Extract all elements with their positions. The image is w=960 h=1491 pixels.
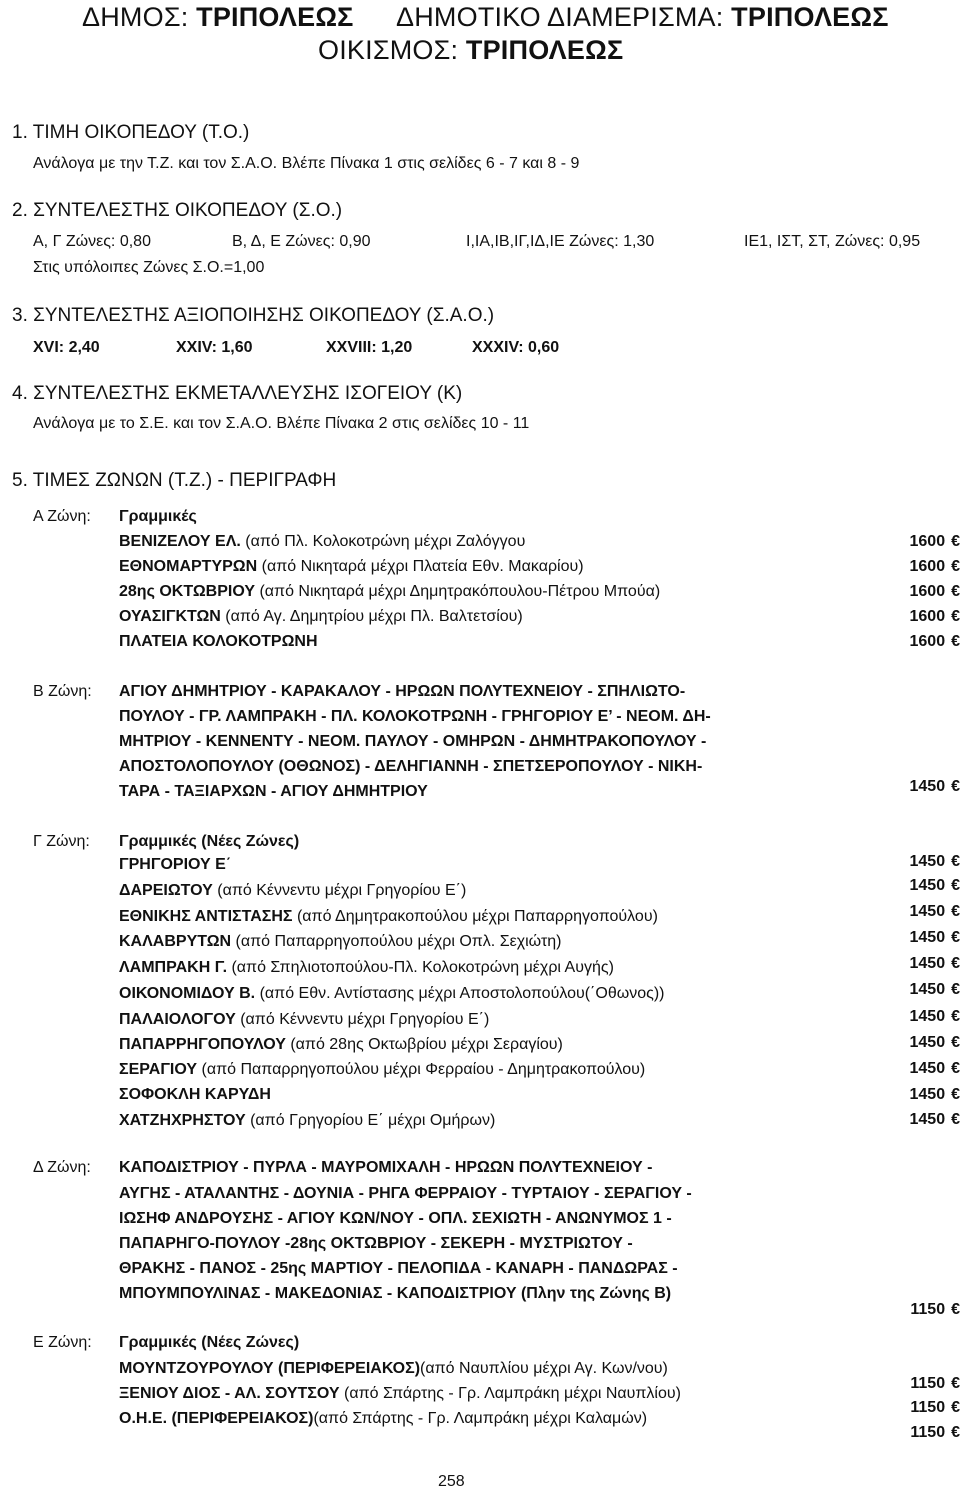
zone-d-price: 1150 € <box>910 1301 960 1318</box>
section-2-title: 2. ΣΥΝΤΕΛΕΣΤΗΣ ΟΙΚΟΠΕΔΟΥ (Σ.Ο.) <box>12 200 343 221</box>
price-value: 1600 <box>909 633 946 650</box>
euro-icon: € <box>951 929 960 946</box>
zone-e-price: 1150 € <box>910 1424 960 1441</box>
zone-e-price: 1150 € <box>910 1375 960 1392</box>
euro-icon: € <box>951 1399 960 1416</box>
section-4-title: 4. ΣΥΝΤΕΛΕΣΤΗΣ ΕΚΜΕΤΑΛΛΕΥΣΗΣ ΙΣΟΓΕΙΟΥ (Κ) <box>12 383 463 404</box>
section-5-title: 5. ΤΙΜΕΣ ΖΩΝΩΝ (Τ.Ζ.) - ΠΕΡΙΓΡΑΦΗ <box>12 470 337 491</box>
diamerisma-label: ΔΗΜΟΤΙΚΟ ΔΙΑΜΕΡΙΣΜΑ: <box>396 2 724 32</box>
price-value: 1600 <box>909 583 946 600</box>
diamerisma-value: ΤΡΙΠΟΛΕΩΣ <box>731 2 889 32</box>
header-diamerisma <box>396 2 889 33</box>
section-3-title: 3. ΣΥΝΤΕΛΕΣΤΗΣ ΑΞΙΟΠΟΙΗΣΗΣ ΟΙΚΟΠΕΔΟΥ (Σ.Α.Ο.) <box>12 305 495 326</box>
zone-row: Ο.Η.Ε. (ΠΕΡΙΦΕΡΕΙΑΚΟΣ)(από Σπάρτης - Γρ. Λαμπράκη μέχρι Καλαμών) <box>119 1410 648 1427</box>
zone-row: ΞΕΝΙΟΥ ΔΙΟΣ - ΑΛ. ΣΟΥΤΣΟΥ (από Σπάρτης - Γρ. Λαμπράκη μέχρι Ναυπλίου) <box>119 1385 681 1402</box>
section-1-text: Ανάλογα με την Τ.Ζ. και τον Σ.Α.Ο. Βλέπε Πίνακα 1 στις σελίδες 6 - 7 και 8 - 9 <box>33 155 580 172</box>
zone-d-line: ΠΑΠΑΡΗΓΟ-ΠΟΥΛΟΥ -28ης ΟΚΤΩΒΡΙΟΥ - ΣΕΚΕΡΗ - ΜΥΣΤΡΙΩΤΟΥ - <box>119 1235 633 1252</box>
euro-icon: € <box>951 558 960 575</box>
s3-value-3: XXVIII: 1,20 <box>326 339 413 356</box>
zone-d-line: ΚΑΠΟΔΙΣΤΡΙΟΥ - ΠΥΡΛΑ - ΜΑΥΡΟΜΙΧΑΛΗ - ΗΡΩΩΝ ΠΟΛΥΤΕΧΝΕΙΟΥ - <box>119 1159 653 1176</box>
price-value: 1600 <box>909 608 946 625</box>
zone-d-line: ΘΡΑΚΗΣ - ΠΑΝΟΣ - 25ης ΜΑΡΤΙΟΥ - ΠΕΛΟΠΙΔΑ - ΚΑΝΑΡΗ - ΠΑΝΔΩΡΑΣ - <box>119 1260 678 1277</box>
zone-d-label: Δ Ζώνη: <box>33 1159 91 1176</box>
dimos-value: ΤΡΙΠΟΛΕΩΣ <box>196 2 354 32</box>
section-4-text: Ανάλογα με το Σ.Ε. και τον Σ.Α.Ο. Βλέπε Πίνακα 2 στις σελίδες 10 - 11 <box>33 415 530 432</box>
euro-icon: € <box>951 1111 960 1128</box>
zone-b-line: ΜΗΤΡΙΟΥ - ΚΕΝΝΕΝΤΥ - ΝΕΟΜ. ΠΑΥΛΟΥ - ΟΜΗΡΩΝ - ΔΗΜΗΤΡΑΚΟΠΟΥΛΟΥ - <box>119 733 707 750</box>
euro-icon: € <box>951 583 960 600</box>
euro-icon: € <box>951 1060 960 1077</box>
zone-d-line: ΑΥΓΗΣ - ΑΤΑΛΑΝΤΗΣ - ΔΟΥΝΙΑ - ΡΗΓΑ ΦΕΡΡΑΙΟΥ - ΤΥΡΤΑΙΟΥ - ΣΕΡΑΓΙΟΥ - <box>119 1185 692 1202</box>
euro-icon: € <box>951 1008 960 1025</box>
s3-value-1: XVI: 2,40 <box>33 339 100 356</box>
euro-icon: € <box>951 1301 960 1318</box>
oikismos-value: ΤΡΙΠΟΛΕΩΣ <box>465 35 624 65</box>
page-number: 258 <box>438 1473 465 1490</box>
s2-rest: Στις υπόλοιπες Ζώνες Σ.Ο.=1,00 <box>33 259 265 276</box>
zone-b-line: ΠΟΥΛΟΥ - ΓΡ. ΛΑΜΠΡΑΚΗ - ΠΛ. ΚΟΛΟΚΟΤΡΩΝΗ - ΓΡΗΓΟΡΙΟΥ Ε’ - ΝΕΟΜ. ΔΗ- <box>119 708 711 725</box>
euro-icon: € <box>951 778 960 795</box>
zone-b-line: ΑΓΙΟΥ ΔΗΜΗΤΡΙΟΥ - ΚΑΡΑΚΑΛΟΥ - ΗΡΩΩΝ ΠΟΛΥΤΕΧΝΕΙΟΥ - ΣΠΗΛΙΩΤΟ- <box>119 683 686 700</box>
s2-coef-2: Β, Δ, Ε Ζώνες: 0,90 <box>232 233 371 250</box>
euro-icon: € <box>951 1086 960 1103</box>
zone-e-label: Ε Ζώνη: <box>33 1334 92 1351</box>
euro-icon: € <box>951 955 960 972</box>
euro-icon: € <box>951 903 960 920</box>
zone-e-price: 1150 € <box>910 1399 960 1416</box>
section-1-title: 1. ΤΙΜΗ ΟΙΚΟΠΕΔΟΥ (Τ.Ο.) <box>12 122 250 143</box>
euro-icon: € <box>951 1424 960 1441</box>
oikismos-label: ΟΙΚΙΣΜΟΣ: <box>318 35 459 65</box>
header-line-1 <box>82 2 354 33</box>
zone-row: ΜΟΥΝΤΖΟΥΡΟΥΛΟΥ (ΠΕΡΙΦΕΡΕΙΑΚΟΣ)(από Ναυπλίου μέχρι Αγ. Κων/νου) <box>119 1360 668 1377</box>
zone-d-line: ΜΠΟΥΜΠΟΥΛΙΝΑΣ - ΜΑΚΕΔΟΝΙΑΣ - ΚΑΠΟΔΙΣΤΡΙΟΥ (Πλην της Ζώνης Β) <box>119 1285 672 1302</box>
zone-b-line: ΑΠΟΣΤΟΛΟΠΟΥΛΟΥ (ΟΘΩΝΟΣ) - ΔΕΛΗΓΙΑΝΝΗ - ΣΠΕΤΣΕΡΟΠΟΥΛΟΥ - ΝΙΚΗ- <box>119 758 703 775</box>
zone-a-heading: Γραμμικές <box>119 508 197 525</box>
s3-value-4: XXXIV: 0,60 <box>472 339 560 356</box>
dimos-label: ΔΗΜΟΣ: <box>82 2 189 32</box>
s2-coef-3: Ι,ΙΑ,ΙΒ,ΙΓ,ΙΔ,ΙΕ Ζώνες: 1,30 <box>466 233 655 250</box>
zone-c-label: Γ Ζώνη: <box>33 833 90 850</box>
euro-icon: € <box>951 533 960 550</box>
zone-e-heading: Γραμμικές (Νέες Ζώνες) <box>119 1334 300 1351</box>
s3-value-2: XXIV: 1,60 <box>176 339 253 356</box>
header-oikismos <box>318 35 623 66</box>
zone-c-heading: Γραμμικές (Νέες Ζώνες) <box>119 833 300 850</box>
euro-icon: € <box>951 1375 960 1392</box>
price-value: 1600 <box>909 558 946 575</box>
euro-icon: € <box>951 633 960 650</box>
euro-icon: € <box>951 853 960 870</box>
euro-icon: € <box>951 608 960 625</box>
zone-b-price: 1450 € <box>909 778 960 795</box>
zone-b-label: Β Ζώνη: <box>33 683 92 700</box>
euro-icon: € <box>951 877 960 894</box>
price-value: 1600 <box>909 533 946 550</box>
zone-b-line: ΤΑΡΑ - ΤΑΞΙΑΡΧΩΝ - ΑΓΙΟΥ ΔΗΜΗΤΡΙΟΥ <box>119 783 428 800</box>
s2-coef-1: Α, Γ Ζώνες: 0,80 <box>33 233 151 250</box>
euro-icon: € <box>951 1034 960 1051</box>
zone-d-line: ΙΩΣΗΦ ΑΝΔΡΟΥΣΗΣ - ΑΓΙΟΥ ΚΩΝ/ΝΟΥ - ΟΠΛ. ΣΕΧΙΩΤΗ - ΑΝΩΝΥΜΟΣ 1 - <box>119 1210 672 1227</box>
s2-coef-4: ΙΕ1, ΙΣΤ, ΣΤ, Ζώνες: 0,95 <box>744 233 921 250</box>
zone-a-label: Α Ζώνη: <box>33 508 91 525</box>
euro-icon: € <box>951 981 960 998</box>
